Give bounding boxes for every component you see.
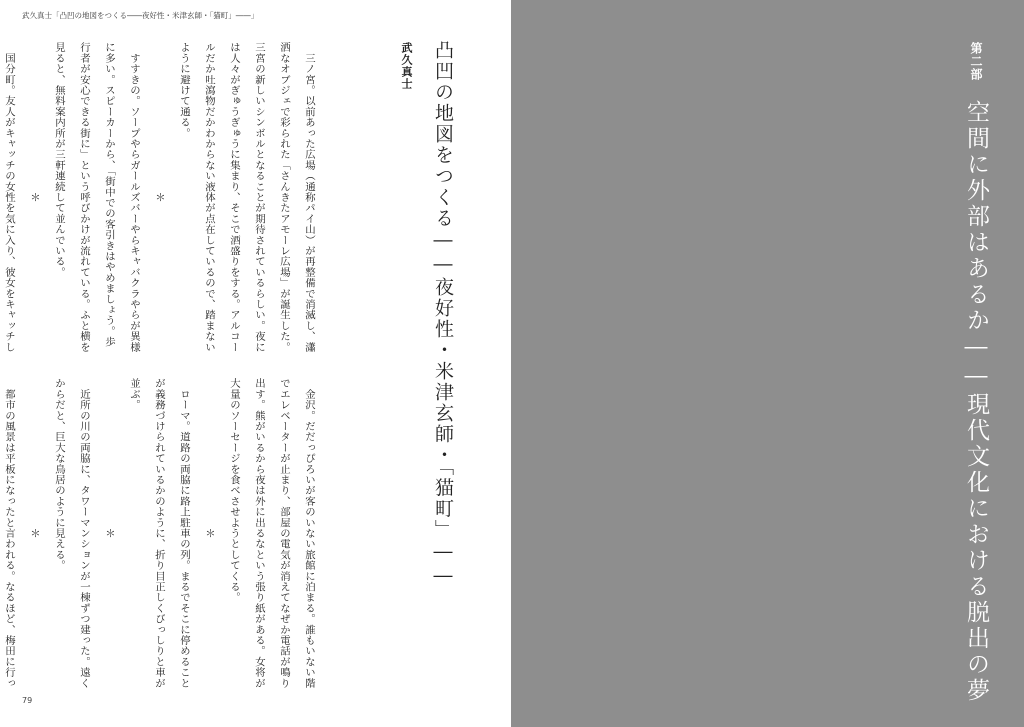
- body-line: ルだか吐瀉物だかわからない液体が点在しているので、踏まない: [203, 42, 215, 353]
- part-title: 空間に外部はあるか――現代文化における脱出の夢: [963, 100, 989, 704]
- body-line: 並ぶ。: [128, 378, 140, 411]
- section-separator: ＊: [103, 528, 115, 539]
- body-line: 行者が安心できる街に」という呼びかけが流れている。ふと横を: [78, 42, 90, 353]
- body-line: ように避けて通る。: [178, 42, 190, 139]
- article-title: 凸凹の地図をつくる――夜好性・米津玄師・「猫町」――: [432, 40, 454, 589]
- body-line: 見ると、無料案内所が三軒連続して並んでいる。: [53, 42, 65, 278]
- body-text-lower: [0, 378, 321, 696]
- body-line: からだと、巨大な鳥居のように見える。: [53, 378, 65, 571]
- section-separator: ＊: [153, 192, 165, 203]
- body-line: 洒なオブジェで彩られた「さんきたアモーレ広場」が誕生した。: [278, 42, 290, 353]
- body-line: ローマ。道路の両脇に路上駐車の列。まるでそこに停めること: [178, 378, 190, 689]
- body-line: が義務づけられているかのように、折り目正しくびっしりと車が: [153, 378, 165, 689]
- body-line: 近所の川の両脇に、タワーマンションが一棟ずつ建った。遠く: [78, 378, 90, 689]
- body-line: 国分町。友人がキャッチの女性を気に入り、彼女をキャッチし: [3, 42, 15, 353]
- body-line: 三ノ宮。以前あった広場（通称パイ山）が再整備で消滅し、瀟: [303, 42, 315, 353]
- part-label: 第二部: [969, 42, 983, 81]
- body-text-upper: [0, 42, 321, 372]
- body-line: 出す。熊がいるから夜は外に出るなという張り紙がある。女将が: [253, 378, 265, 689]
- body-line: でエレベーターが止まり、部屋の電気が消えてなぜか電話が鳴り: [278, 378, 290, 689]
- part-title-panel: [511, 0, 1024, 727]
- body-line: に多い。スピーカーから、「街中での客引きはやめましょう。歩: [103, 42, 115, 348]
- body-line: すすきの。ソープやらガールズバーやらキャバクラやらが異様: [128, 42, 140, 353]
- running-header: 武久真士「凸凹の地図をつくる――夜好性・米津玄師・「猫町」――」: [22, 11, 259, 20]
- body-line: 大量のソーセージを食べさせようとしてくる。: [228, 378, 240, 603]
- body-line: 金沢。だだっぴろいが客のいない旅館に泊まる。誰もいない階: [303, 378, 315, 689]
- page-number: 79: [22, 696, 33, 705]
- section-separator: ＊: [203, 528, 215, 539]
- body-line: 都市の風景は平板になったと言われる。なるほど、梅田に行っ: [3, 378, 15, 689]
- body-line: は人々がぎゅうぎゅうに集まり、そこで酒盛りをする。アルコー: [228, 42, 240, 353]
- section-separator: ＊: [28, 528, 40, 539]
- author-name: 武久真士: [400, 42, 413, 90]
- section-separator: ＊: [28, 192, 40, 203]
- body-line: 三宮の新しいシンボルとなることが期待されているらしい。夜に: [253, 42, 265, 353]
